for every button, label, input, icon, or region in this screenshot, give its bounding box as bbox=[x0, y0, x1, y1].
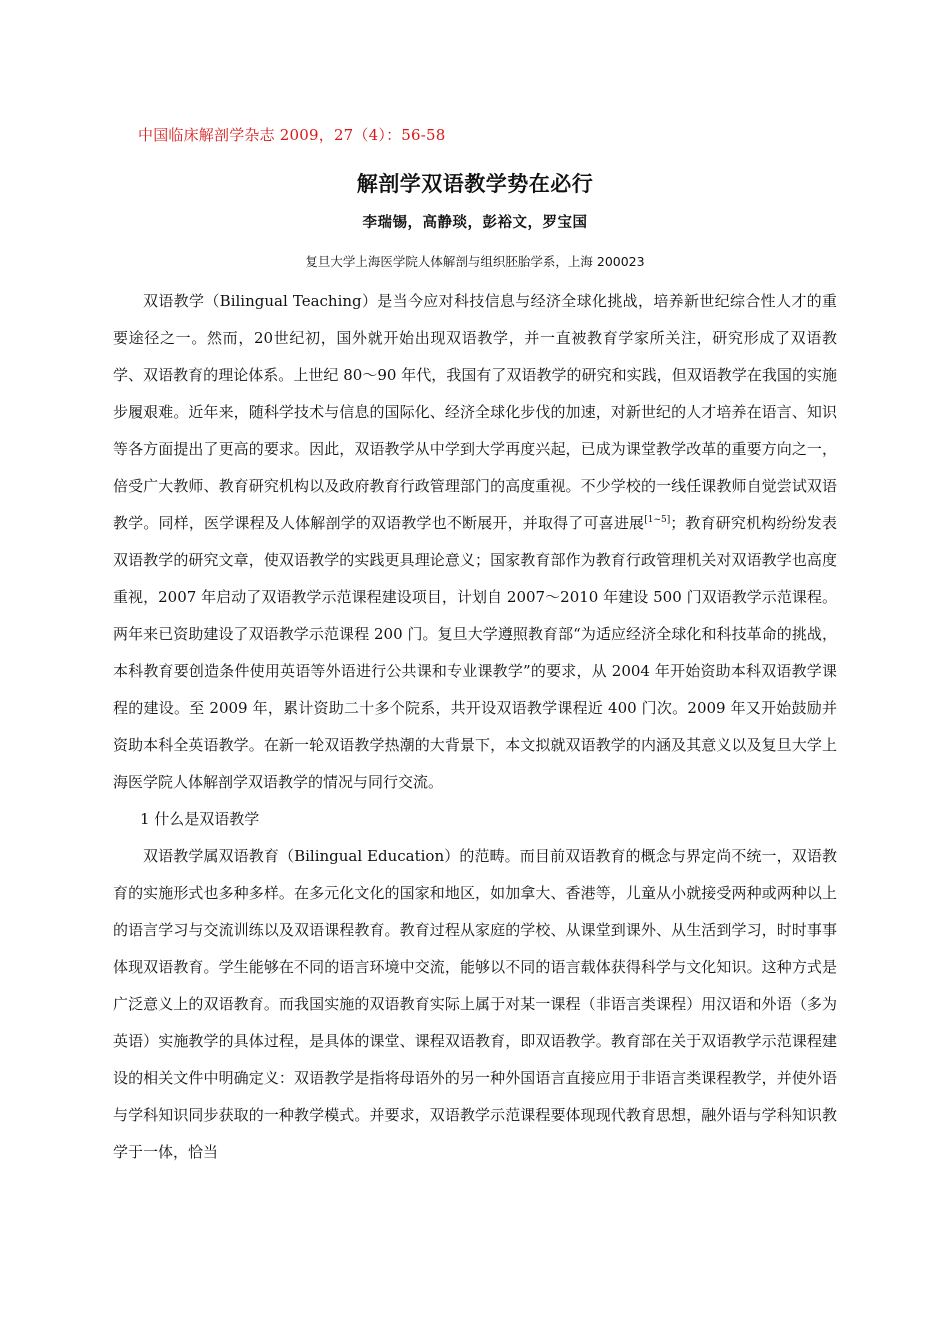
section-paragraph: 双语教学属双语教育（Bilingual Education）的范畴。而目前双语教育的概念与界定尚不统一，双语教育的实施形式也多种多样。在多元化文化的国家和地区，如加拿大、香港等，儿童从小就接受两种或两种以上的语言学习与交流训练以及双语课程教育。教育过程从家庭的学校、从课堂到课外、从生活到学习，时时事事体现双语教育。学生能够在不同的语言环境中交流，能够以不同的语言载体获得科学与文化知识。这种方式是广泛意义上的双语教育。而我国实施的双语教育实际上属于对某一课程（非语言类课程）用汉语和外语（多为英语）实施教学的具体过程，是具体的课堂、课程双语教育，即双语教学。教育部在关于双语教学示范课程建设的相关文件中明确定义：双语教学是指将母语外的另一种外国语言直接应用于非语言类课程教学，并使外语与学科知识同步获取的一种教学模式。并要求，双语教学示范课程要体现现代教育思想，融外语与学科知识教学于一体，恰当 bbox=[113, 847, 837, 1161]
intro-text-part1: 双语教学（Bilingual Teaching）是当今应对科技信息与经济全球化挑战，培养新世纪综合性人才的重要途径之一。然而，20世纪初，国外就开始出现双语教学，并一直被教育学家所关注，研究形成了双语教学、双语教育的理论体系。上世纪 80～90 年代，我国有了双语教学的研究和实践，但双语教学在我国的实施步履艰难。近年来，随科学技术与信息的国际化、经济全球化步伐的加速，对新世纪的人才培养在语言、知识等各方面提出了更高的要求。因此，双语教学从中学到大学再度兴起，已成为课堂教学改革的重要方向之一，倍受广大教师、教育研究机构以及政府教育行政管理部门的高度重视。不少学校的一线任课教师自觉尝试双语教学。同样，医学课程及人体解剖学的双语教学也不断展开，并取得了可喜进展 bbox=[113, 292, 837, 532]
article-authors: 李瑞锡，高静琰，彭裕文，罗宝国 bbox=[362, 214, 588, 231]
section-heading: 1 什么是双语教学 bbox=[140, 810, 260, 828]
intro-text-part2: ；教育研究机构纷纷发表双语教学的研究文章，使双语教学的实践更具理论意义；国家教育部作为教育行政管理机关对双语教学也高度重视，2007 年启动了双语教学示范课程建设项目，计划自 2007～2010 年建设 500 门双语教学示范课程。两年来已资助建设了双语教学示范课程 200 门。复旦大学遵照教育部“为适应经济全球化和科技革命的挑战，本科教育要创造条件使用英语等外语进行公共课和专业课教学”的要求，从 2004 年开始资助本科双语教学课程的建设。至 2009 年，累计资助二十多个院系，共开设双语教学课程近 400 门次。2009 年又开始鼓励并资助本科全英语教学。在新一轮双语教学热潮的大背景下，本文拟就双语教学的内涵及其意义以及复旦大学上海医学院人体解剖学双语教学的情况与同行交流。 bbox=[113, 514, 837, 791]
reference-marker: [1~5] bbox=[644, 515, 671, 525]
journal-citation: 中国临床解剖学杂志 2009，27（4）：56-58 bbox=[138, 126, 446, 144]
article-body bbox=[113, 283, 837, 1171]
author-affiliation: 复旦大学上海医学院人体解剖与组织胚胎学系，上海 200023 bbox=[305, 254, 645, 269]
article-title: 解剖学双语教学势在必行 bbox=[356, 172, 594, 196]
intro-paragraph bbox=[113, 283, 837, 801]
